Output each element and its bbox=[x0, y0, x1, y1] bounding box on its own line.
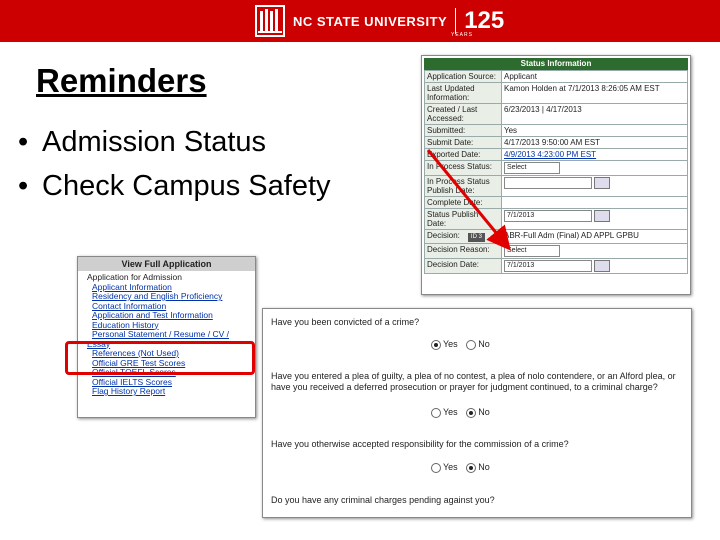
decision-reason-select[interactable]: Select bbox=[504, 245, 560, 257]
list-item[interactable]: Official IELTS Scores bbox=[92, 376, 172, 387]
row-value: 6/23/2013 | 4/17/2013 bbox=[502, 104, 688, 125]
vfa-heading: View Full Application bbox=[78, 257, 255, 271]
university-name: NC STATE UNIVERSITY bbox=[293, 13, 448, 29]
decision-value[interactable]: ABR-Full Adm (Final) AD APPL GPBU bbox=[502, 230, 688, 244]
radio-label: Yes bbox=[443, 462, 458, 472]
status-publish-date-input[interactable]: 7/1/2013 bbox=[504, 210, 592, 222]
radio-label: No bbox=[478, 339, 490, 349]
row-label: Submit Date: bbox=[425, 137, 502, 149]
list-item[interactable]: Application and Test Information bbox=[92, 310, 213, 320]
row-label: Created / Last Accessed: bbox=[425, 104, 502, 125]
in-process-status-select[interactable]: Select bbox=[504, 162, 560, 174]
row-label: Submitted: bbox=[425, 125, 502, 137]
status-panel-heading: Status Information bbox=[424, 58, 688, 70]
list-item-personal-statement[interactable]: Personal Statement / Resume / CV / bbox=[92, 329, 230, 339]
question-text: Do you have any criminal charges pending against you? bbox=[271, 495, 495, 505]
row-label: In Process Status Publish Date: bbox=[425, 176, 502, 197]
row-label: Complete Date: bbox=[425, 197, 502, 209]
question-text: Have you entered a plea of guilty, a plea of no contest, a plea of nolo contendere, or an Alford plea, or have you received a deferred prosecution or prayer for judgment continued, to a criminal charge? bbox=[271, 371, 676, 392]
row-label: Decision Reason: bbox=[425, 244, 502, 259]
row-value: Applicant bbox=[502, 71, 688, 83]
row-label: In Process Status: bbox=[425, 161, 502, 176]
list-item[interactable]: Applicant Information bbox=[92, 281, 172, 292]
anniversary-years: YEARS bbox=[451, 32, 473, 38]
radio-label: Yes bbox=[443, 407, 458, 417]
row-label: Decision: bbox=[427, 231, 460, 240]
list-item-essay[interactable]: Essay bbox=[87, 338, 111, 349]
list-item[interactable]: Flag History Report bbox=[92, 386, 166, 396]
row-value: Yes bbox=[502, 125, 688, 137]
row-label: Last Updated Information: bbox=[425, 83, 502, 104]
slide-title: Reminders bbox=[36, 62, 207, 99]
list-item: Application for Admission bbox=[87, 272, 182, 282]
anniversary-number: 125 bbox=[464, 7, 505, 34]
exported-date-link[interactable]: 4/9/2013 4:23:00 PM EST bbox=[504, 150, 597, 159]
list-item[interactable]: Contact Information bbox=[92, 300, 167, 311]
bullet-item: • Check Campus Safety bbox=[18, 164, 331, 208]
decision-date-input[interactable]: 7/1/2013 bbox=[504, 260, 592, 272]
radio-label: No bbox=[478, 407, 490, 417]
list-item[interactable]: Education History bbox=[92, 319, 159, 330]
row-label: Status Publish Date: bbox=[425, 209, 502, 230]
list-item[interactable]: References (Not Used) bbox=[92, 348, 179, 358]
question-text: Have you otherwise accepted responsibility for the commission of a crime? bbox=[271, 439, 569, 449]
row-value: 4/17/2013 9:50:00 AM EST bbox=[502, 137, 688, 149]
row-value: Kamon Holden at 7/1/2013 8:26:05 AM EST bbox=[502, 83, 688, 104]
radio-label: No bbox=[478, 462, 490, 472]
row-label: Exported Date: bbox=[425, 149, 502, 161]
decision-tag: ID 3 bbox=[468, 233, 485, 242]
row-label: Decision Date: bbox=[425, 259, 502, 274]
row-label: Application Source: bbox=[425, 71, 502, 83]
list-item[interactable]: Residency and English Proficiency bbox=[92, 291, 223, 301]
list-item[interactable]: Official TOEFL Scores bbox=[92, 367, 176, 377]
list-item[interactable]: Official GRE Test Scores bbox=[92, 357, 186, 368]
question-text: Have you been convicted of a crime? bbox=[271, 317, 420, 327]
radio-label: Yes bbox=[443, 339, 458, 349]
bullet-item: • Admission Status bbox=[18, 120, 331, 164]
